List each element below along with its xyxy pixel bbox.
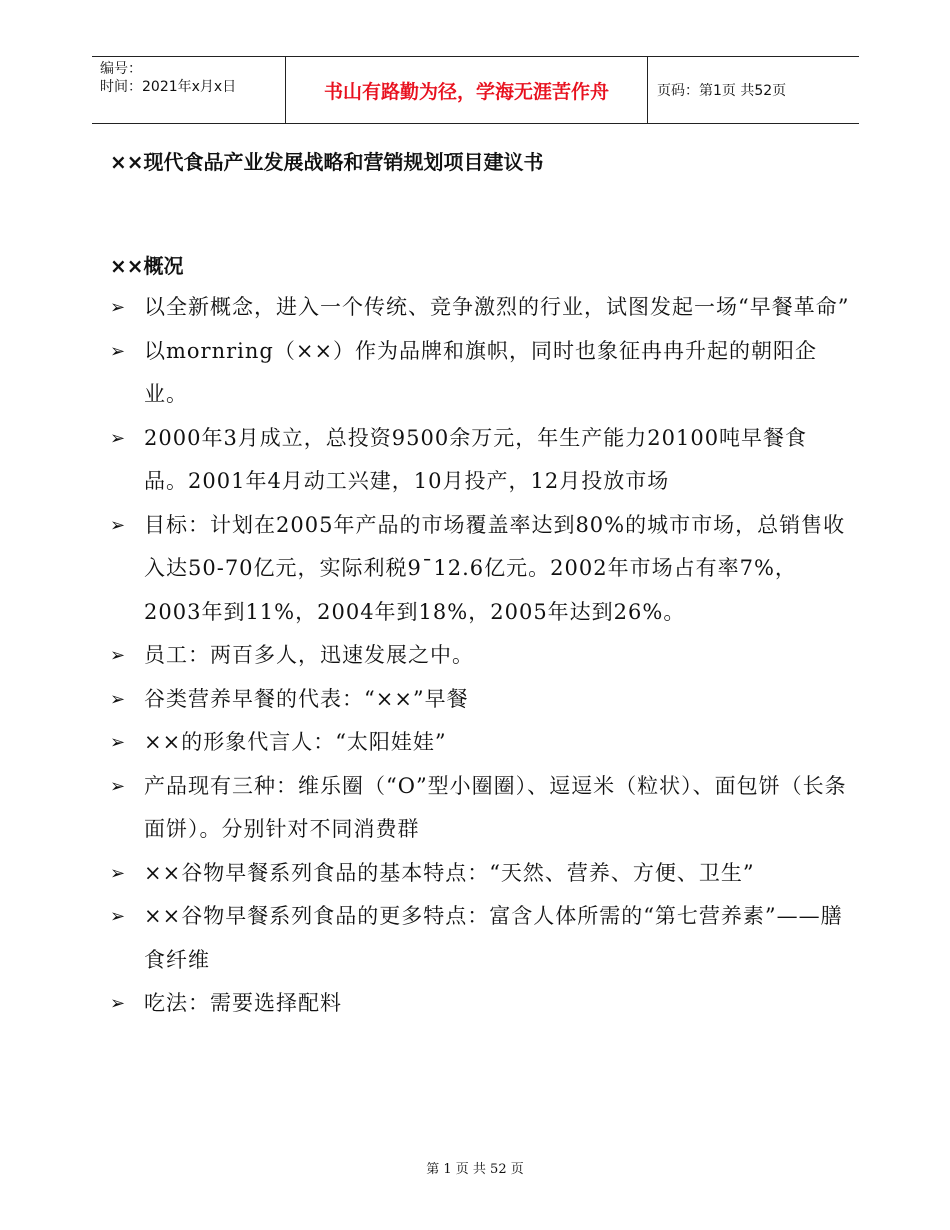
list-item-text: 以全新概念，进入一个传统、竞争激烈的行业，试图发起一场“早餐革命” <box>144 295 850 319</box>
arrow-bullet-icon: ➢ <box>110 688 127 710</box>
list-item-text: 员工：两百多人，迅速发展之中。 <box>144 643 474 667</box>
header-meta <box>100 60 280 96</box>
list-item <box>110 504 850 635</box>
arrow-bullet-icon: ➢ <box>110 775 127 797</box>
arrow-bullet-icon: ➢ <box>110 993 127 1014</box>
list-item <box>110 852 850 896</box>
list-item <box>110 721 850 765</box>
list-item <box>110 417 850 504</box>
arrow-bullet-icon: ➢ <box>110 732 127 753</box>
list-item <box>110 286 850 330</box>
list-item-text: 2000年3月成立，总投资9500余万元，年生产能力20100吨早餐食品。2001年4月动工兴建，10月投产，12月投放市场 <box>144 425 808 493</box>
list-item-text: 吃法：需要选择配料 <box>144 991 342 1015</box>
page-footer: 第 1 页 共 52 页 <box>426 1162 524 1177</box>
header-page-info: 页码：第1页 共52页 <box>657 83 787 99</box>
arrow-bullet-icon: ➢ <box>110 862 127 884</box>
document-header <box>92 56 859 124</box>
list-item <box>110 982 850 1026</box>
list-item <box>110 765 850 852</box>
list-item <box>110 330 850 417</box>
list-item-text: 产品现有三种：维乐圈（“O”型小圈圈）、逗逗米（粒状）、面包饼（长条面饼）。分别针对不同消费群 <box>144 773 847 841</box>
list-item-text: 目标：计划在2005年产品的市场覆盖率达到80%的城市市场，总销售收入达50-70亿元，实际利税9¯12.6亿元。2002年市场占有率7%，2003年到11%，2004年到18%，2005年达到26%。 <box>144 512 846 624</box>
list-item <box>110 678 850 722</box>
header-motto: 书山有路勤为径，学海无涯苦作舟 <box>323 80 609 103</box>
list-item <box>110 895 850 982</box>
list-item-text: ××的形象代言人：“太阳娃娃” <box>144 730 447 754</box>
section-heading: ××概况 <box>110 254 184 278</box>
list-item <box>110 634 850 678</box>
list-item-text: 以mornring（××）作为品牌和旗帜，同时也象征冉冉升起的朝阳企业。 <box>144 338 818 406</box>
document-title: ××现代食品产业发展战略和营销规划项目建议书 <box>110 150 544 174</box>
arrow-bullet-icon: ➢ <box>110 297 127 318</box>
arrow-bullet-icon: ➢ <box>110 340 127 362</box>
number-label: 编号： <box>100 61 142 77</box>
arrow-bullet-icon: ➢ <box>110 645 127 666</box>
arrow-bullet-icon: ➢ <box>110 427 127 449</box>
list-item-text: ××谷物早餐系列食品的基本特点：“天然、营养、方便、卫生” <box>144 860 755 885</box>
header-divider <box>647 57 648 123</box>
list-item-text: ××谷物早餐系列食品的更多特点：富含人体所需的“第七营养素”——膳食纤维 <box>144 904 843 972</box>
bullet-list <box>110 286 850 1026</box>
list-item-text: 谷类营养早餐的代表：“××”早餐 <box>144 686 469 711</box>
time-label: 时间：2021年x月x日 <box>100 79 237 95</box>
arrow-bullet-icon: ➢ <box>110 514 127 536</box>
arrow-bullet-icon: ➢ <box>110 906 127 927</box>
